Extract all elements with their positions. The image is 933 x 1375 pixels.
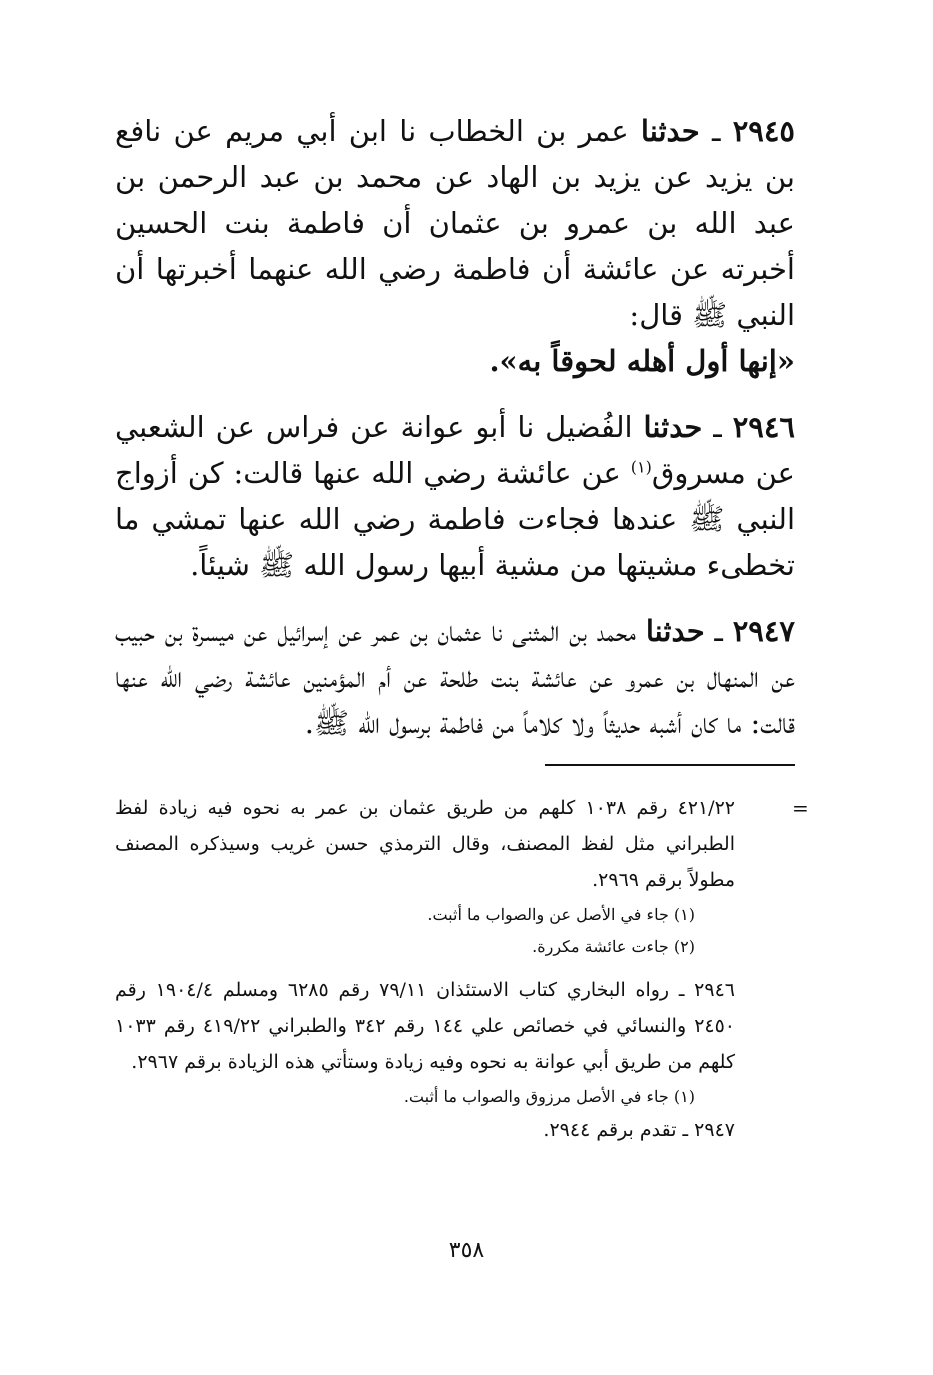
takhrij-2947: ٢٩٤٧ ـ تقدم برقم ٢٩٤٤.	[543, 1119, 735, 1141]
footnote-2: (٢) جاءت عائشة مكررة.	[532, 937, 695, 956]
haddathana-keyword: حدثنا	[640, 114, 700, 148]
footnote-2946-1: (١) جاء في الأصل مرزوق والصواب ما أثبت.	[403, 1087, 695, 1106]
footnote-separator	[545, 764, 795, 766]
footnote-ref: (١)	[630, 457, 652, 477]
continuation-mark: =	[792, 796, 809, 820]
hadith-number: ٢٩٤٥	[732, 114, 796, 148]
hadith-text-cont: عن عائشة رضي الله عنها قالت: كن أزواج النبي ﷺ عندها فجاءت فاطمة رضي الله عنها تمشي ما تخطىء مشيتها من مشية أبيها رسول الله ﷺ شيئاً.	[115, 456, 796, 582]
hadith-number: ٢٩٤٦	[732, 410, 795, 444]
hadith-dash: ـ	[702, 410, 733, 444]
footnote-continuation: ٤٢١/٢٢ رقم ١٠٣٨ كلهم من طريق عثمان بن عمر به نحوه فيه زيادة لفظ الطبراني مثل لفظ المصنف، وقال الترمذي حسن غريب وسيذكره المصنف مطولاً برقم ٢٩٦٩.	[115, 797, 735, 891]
hadith-2946	[115, 404, 795, 588]
hadith-text: الفُضيل نا أبو عوانة عن فراس عن الشعبي عن مسروق	[115, 410, 795, 490]
hadith-2947	[115, 608, 795, 746]
page-number: ٣٥٨	[448, 1238, 485, 1263]
haddathana-keyword: حدثنا	[643, 410, 703, 444]
hadith-dash: ـ	[704, 614, 733, 648]
footnotes-block	[115, 790, 735, 1148]
hadith-text: عمر بن الخطاب نا ابن أبي مريم عن نافع بن يزيد عن يزيد بن الهاد عن محمد بن عبد الرحمن بن عبد الله بن عمرو بن عثمان أن فاطمة بنت الحسين أخبرته عن عائشة أن فاطمة رضي الله عنهما أخبرتها أن النبي ﷺ قال:	[115, 114, 795, 332]
takhrij-2946: ٢٩٤٦ ـ رواه البخاري كتاب الاستئذان ٧٩/١١ رقم ٦٢٨٥ ومسلم ١٩٠٤/٤ رقم ٢٤٥٠ والنسائي في خصائص علي ١٤٤ رقم ٣٤٢ والطبراني ٤١٩/٢٢ رقم ١٠٣٣ كلهم من طريق أبي عوانة به نحوه وفيه زيادة وستأتي هذه الزيادة برقم ٢٩٦٧.	[115, 979, 736, 1073]
hadith-text: محمد بن المثنى نا عثمان بن عمر عن إسرائيل عن ميسرة بن حبيب عن المنهال بن عمرو عن عائشة بنت طلحة عن أم المؤمنين عائشة رضي الله عنها قالت: ما كان أشبه حديثاً ولا كلاماً من فاطمة برسول الله ﷺ.	[115, 614, 795, 740]
hadith-number: ٢٩٤٧	[732, 614, 796, 648]
hadith-2945	[115, 108, 795, 384]
hadith-dash: ـ	[699, 114, 733, 148]
main-text-block	[115, 108, 795, 766]
footnote-1: (١) جاء في الأصل عن والصواب ما أثبت.	[427, 905, 695, 924]
hadith-matn: «إنها أول أهله لحوقاً به».	[489, 344, 795, 378]
haddathana-keyword: حدثنا	[645, 614, 705, 648]
